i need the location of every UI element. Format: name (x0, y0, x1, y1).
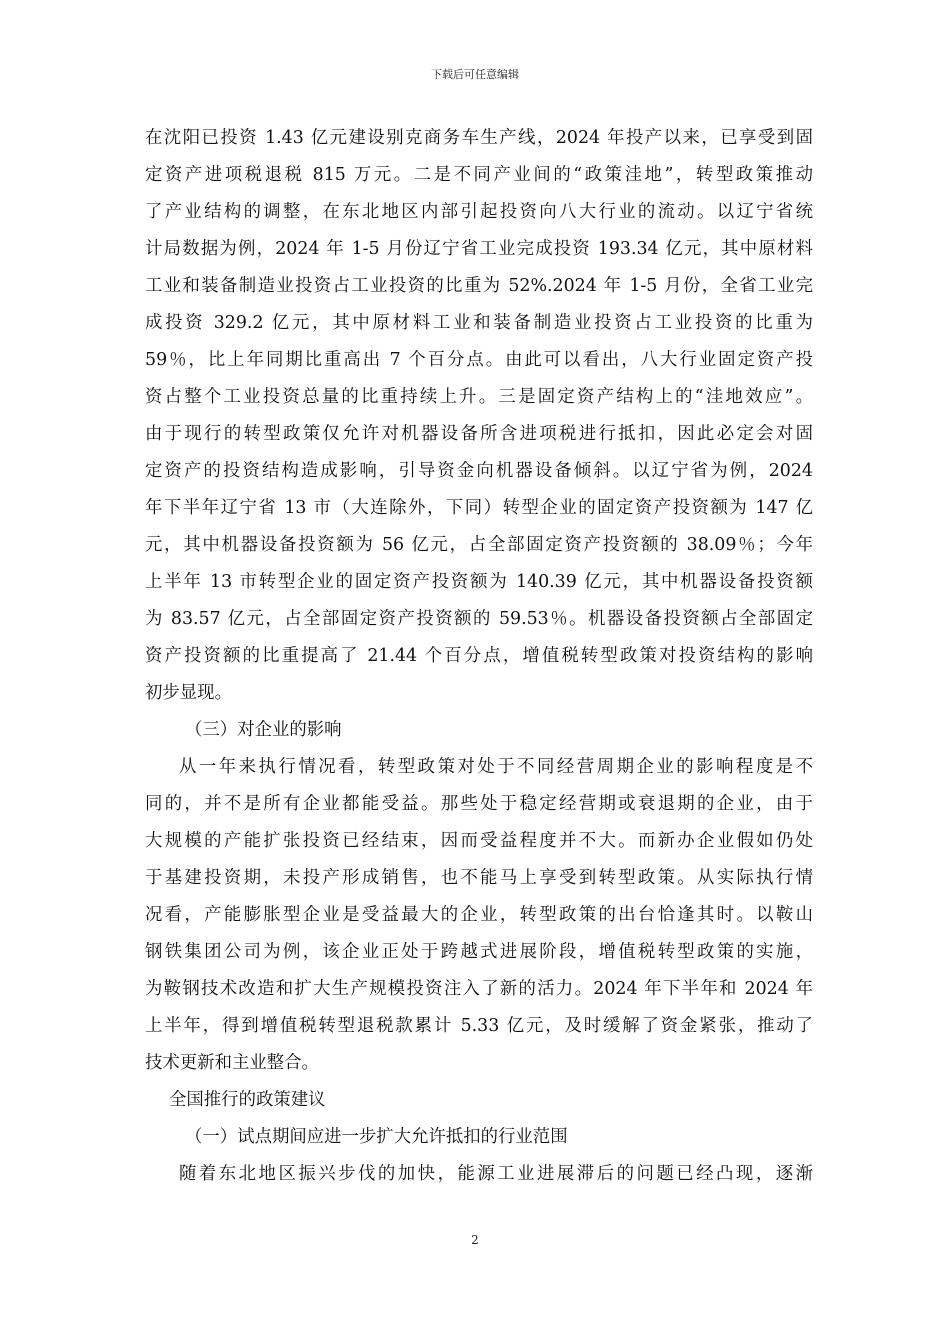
body-line: 随着东北地区振兴步伐的加快，能源工业进展滞后的问题已经凸现，逐渐 (179, 1164, 813, 1184)
body-line: 资产投资额的比重提高了 21.44 个百分点，增值税转型政策对投资结构的影响 (145, 646, 813, 666)
body-line: 于基建投资期，未投产形成销售，也不能马上享受到转型政策。从实际执行情 (145, 868, 813, 888)
body-line: 工业和装备制造业投资占工业投资的比重为 52%.2024 年 1-5 月份，全省工业完 (145, 276, 813, 296)
section-heading-3: （三）对企业的影响 (185, 720, 342, 740)
body-line: 钢铁集团公司为例，该企业正处于跨越式进展阶段，增值税转型政策的实施， (145, 942, 813, 962)
body-line: 上半年，得到增值税转型退税款累计 5.33 亿元，及时缓解了资金紧张，推动了 (145, 1016, 813, 1036)
page-number: 2 (471, 1233, 479, 1247)
body-line: 元，其中机器设备投资额为 56 亿元，占全部固定资产投资额的 38.09％；今年 (145, 535, 813, 555)
body-line: 了产业结构的调整，在东北地区内部引起投资向八大行业的流动。以辽宁省统 (145, 202, 813, 222)
body-line: 同的，并不是所有企业都能受益。那些处于稳定经营期或衰退期的企业，由于 (145, 794, 813, 814)
body-line: 在沈阳已投资 1.43 亿元建设别克商务车生产线，2024 年投产以来，已享受到固 (145, 128, 813, 148)
body-line: 上半年 13 市转型企业的固定资产投资额为 140.39 亿元，其中机器设备投资额 (145, 572, 813, 592)
body-text (145, 120, 813, 1193)
body-line: 初步显现。 (145, 683, 232, 703)
body-line: 年下半年辽宁省 13 市（大连除外，下同）转型企业的固定资产投资额为 147 亿 (145, 498, 813, 518)
body-line: 定资产的投资结构造成影响，引导资金向机器设备倾斜。以辽宁省为例，2024 (145, 461, 813, 481)
body-line: 大规模的产能扩张投资已经结束，因而受益程度并不大。而新办企业假如仍处 (145, 831, 813, 851)
body-line: 成投资 329.2 亿元，其中原材料工业和装备制造业投资占工业投资的比重为 (145, 313, 813, 333)
body-line: 59％，比上年同期比重高出 7 个百分点。由此可以看出，八大行业固定资产投 (145, 350, 813, 370)
body-line: 由于现行的转型政策仅允许对机器设备所含进项税进行抵扣，因此必定会对固 (145, 424, 813, 444)
section-heading-1: （一）试点期间应进一步扩大允许抵扣的行业范围 (185, 1127, 568, 1147)
body-line: 况看，产能膨胀型企业是受益最大的企业，转型政策的出台恰逢其时。以鞍山 (145, 905, 813, 925)
body-line: 定资产进项税退税 815 万元。二是不同产业间的“政策洼地”，转型政策推动 (145, 165, 813, 185)
section-heading: 全国推行的政策建议 (169, 1090, 326, 1110)
page-header: 下载后可任意编辑 (431, 68, 519, 81)
body-line: 为 83.57 亿元，占全部固定资产投资额的 59.53％。机器设备投资额占全部固定 (145, 609, 813, 629)
body-line: 从一年来执行情况看，转型政策对处于不同经营周期企业的影响程度是不 (179, 757, 813, 777)
body-line: 为鞍钢技术改造和扩大生产规模投资注入了新的活力。2024 年下半年和 2024 年 (145, 979, 813, 999)
body-line: 技术更新和主业整合。 (145, 1053, 319, 1073)
body-line: 计局数据为例，2024 年 1-5 月份辽宁省工业完成投资 193.34 亿元，其中原材料 (145, 239, 813, 259)
body-line: 资占整个工业投资总量的比重持续上升。三是固定资产结构上的“洼地效应”。 (145, 387, 813, 407)
